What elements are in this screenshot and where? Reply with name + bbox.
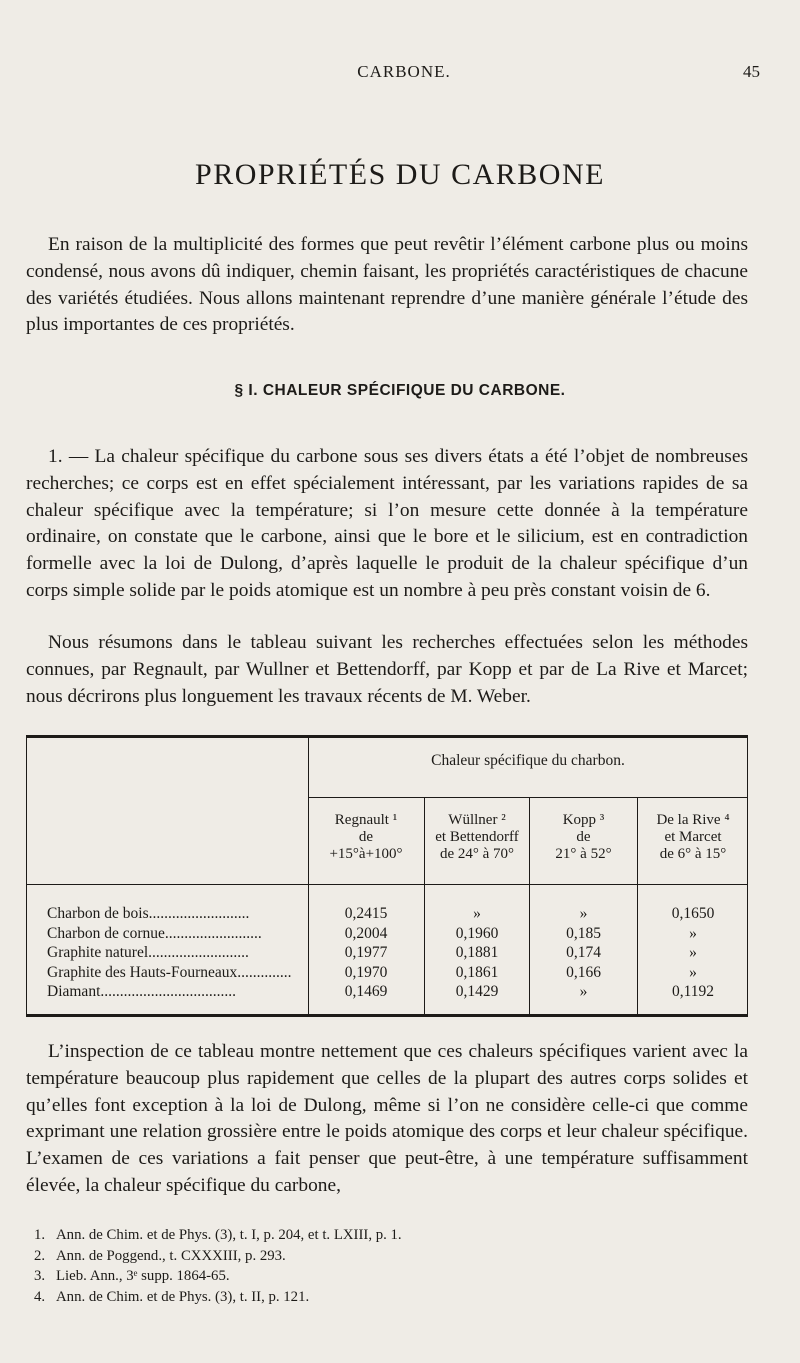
table-cell: » xyxy=(689,924,697,942)
table-cell: 0,1429 xyxy=(455,983,499,1000)
table-cell: 0,1192 xyxy=(671,983,715,1000)
table-caption: Chaleur spécifique du charbon. xyxy=(431,752,625,769)
table-cell: 0,1977 xyxy=(344,944,388,961)
table-row-label: Charbon de cornue......................... xyxy=(47,924,262,942)
paragraph-2: Nous résumons dans le tableau suivant les recherches effectuées selon les méthodes connues, par Regnault, par Wullner et Bettendorff, par Kopp et par de La Rive et Marcet; nous décrirons plus longuement les travaux récents de M. Weber. xyxy=(26,632,748,707)
table-cell: » xyxy=(689,963,697,981)
table-cell: » xyxy=(689,944,697,961)
section-heading: § I. CHALEUR SPÉCIFIQUE DU CARBONE. xyxy=(234,382,566,399)
table-cell: » xyxy=(579,905,588,922)
table-rule xyxy=(27,884,747,885)
column-header-wullner: Wüllner ² et Bettendorff de 24° à 70° xyxy=(435,812,519,862)
table-rule xyxy=(308,797,747,798)
intro-paragraph: En raison de la multiplicité des formes que peut revêtir l’élément carbone plus ou moins condensé, nous avons dû indiquer, chemin faisant, les propriétés caractéristiques de chacune des variétés étudiées. Nous allons maintenant reprendre d’une manière générale l’étude des plus importantes de ces propriétés. xyxy=(26,234,748,336)
table-cell: 0,1970 xyxy=(344,963,388,981)
table-cell: 0,166 xyxy=(566,963,601,981)
footnote: 2. Ann. de Poggend., t. CXXXIII, p. 293. xyxy=(34,1247,286,1264)
column-header-delarive: De la Rive ⁴ et Marcet de 6° à 15° xyxy=(656,812,730,862)
table-cell: 0,1960 xyxy=(455,924,499,942)
footnote: 4. Ann. de Chim. et de Phys. (3), t. II, p. 121. xyxy=(34,1288,310,1305)
footnote: 1. Ann. de Chim. et de Phys. (3), t. I, p. 204, et t. LXIII, p. 1. xyxy=(34,1227,402,1243)
table-cell: » xyxy=(579,983,588,1000)
table-row-label: Charbon de bois.......................... xyxy=(47,905,250,922)
footnote: 3. Lieb. Ann., 3ᵉ supp. 1864-65. xyxy=(34,1268,230,1285)
table-cell: 0,2004 xyxy=(344,924,388,942)
table-row-label: Graphite naturel.......................... xyxy=(47,944,249,961)
table-cell: 0,174 xyxy=(566,944,601,961)
table-row-label: Graphite des Hauts-Fourneaux.............. xyxy=(47,963,292,981)
table-cell: 0,1861 xyxy=(455,963,499,981)
table-cell: 0,1650 xyxy=(671,905,715,922)
page-number: 45 xyxy=(743,62,760,81)
paragraph-3: L’inspection de ce tableau montre nettement que ces chaleurs spécifiques varient avec la température beaucoup plus rapidement que celles de la plupart des autres corps solides et qu’elles font exception à la loi de Dulong, même si l’on ne considère celle-ci que comme exprimant une relation grossière entre le poids atomique des corps et leur chaleur spécifique. L’examen de ces variations a fait penser que peut-être, à une température suffisamment élevée, la chaleur spécifique du carbone, xyxy=(26,1041,748,1196)
table-cell: 0,1469 xyxy=(344,983,388,1000)
specific-heat-table xyxy=(26,735,748,1017)
page-title: PROPRIÉTÉS DU CARBONE xyxy=(195,158,605,191)
running-title: CARBONE. xyxy=(357,62,451,81)
running-head xyxy=(48,60,760,86)
table-cell: 0,185 xyxy=(566,924,601,942)
column-header-regnault: Regnault ¹ de +15°à+100° xyxy=(329,812,403,862)
table-cell: 0,1881 xyxy=(455,944,499,961)
paragraph-1: 1. — La chaleur spécifique du carbone sous ses divers états a été l’objet de nombreuses recherches; ce corps est en effet spécialement intéressant, par les variations rapides de sa chaleur spécifique avec la température; si l’on mesure cette donnée à la température ordinaire, on constate que le carbone, ainsi que le bore et le silicium, est en contradiction formelle avec la loi de Dulong, d’après laquelle le produit de la chaleur spécifique d’un corps simple solide par le poids atomique est un nombre à peu près constant voisin de 6. xyxy=(26,446,748,601)
table-cell: 0,2415 xyxy=(344,905,388,922)
footnotes xyxy=(34,1225,754,1307)
column-header-kopp: Kopp ³ de 21° à 52° xyxy=(555,812,612,862)
table-row-label: Diamant................................... xyxy=(47,983,236,1000)
table-cell: » xyxy=(473,905,481,922)
